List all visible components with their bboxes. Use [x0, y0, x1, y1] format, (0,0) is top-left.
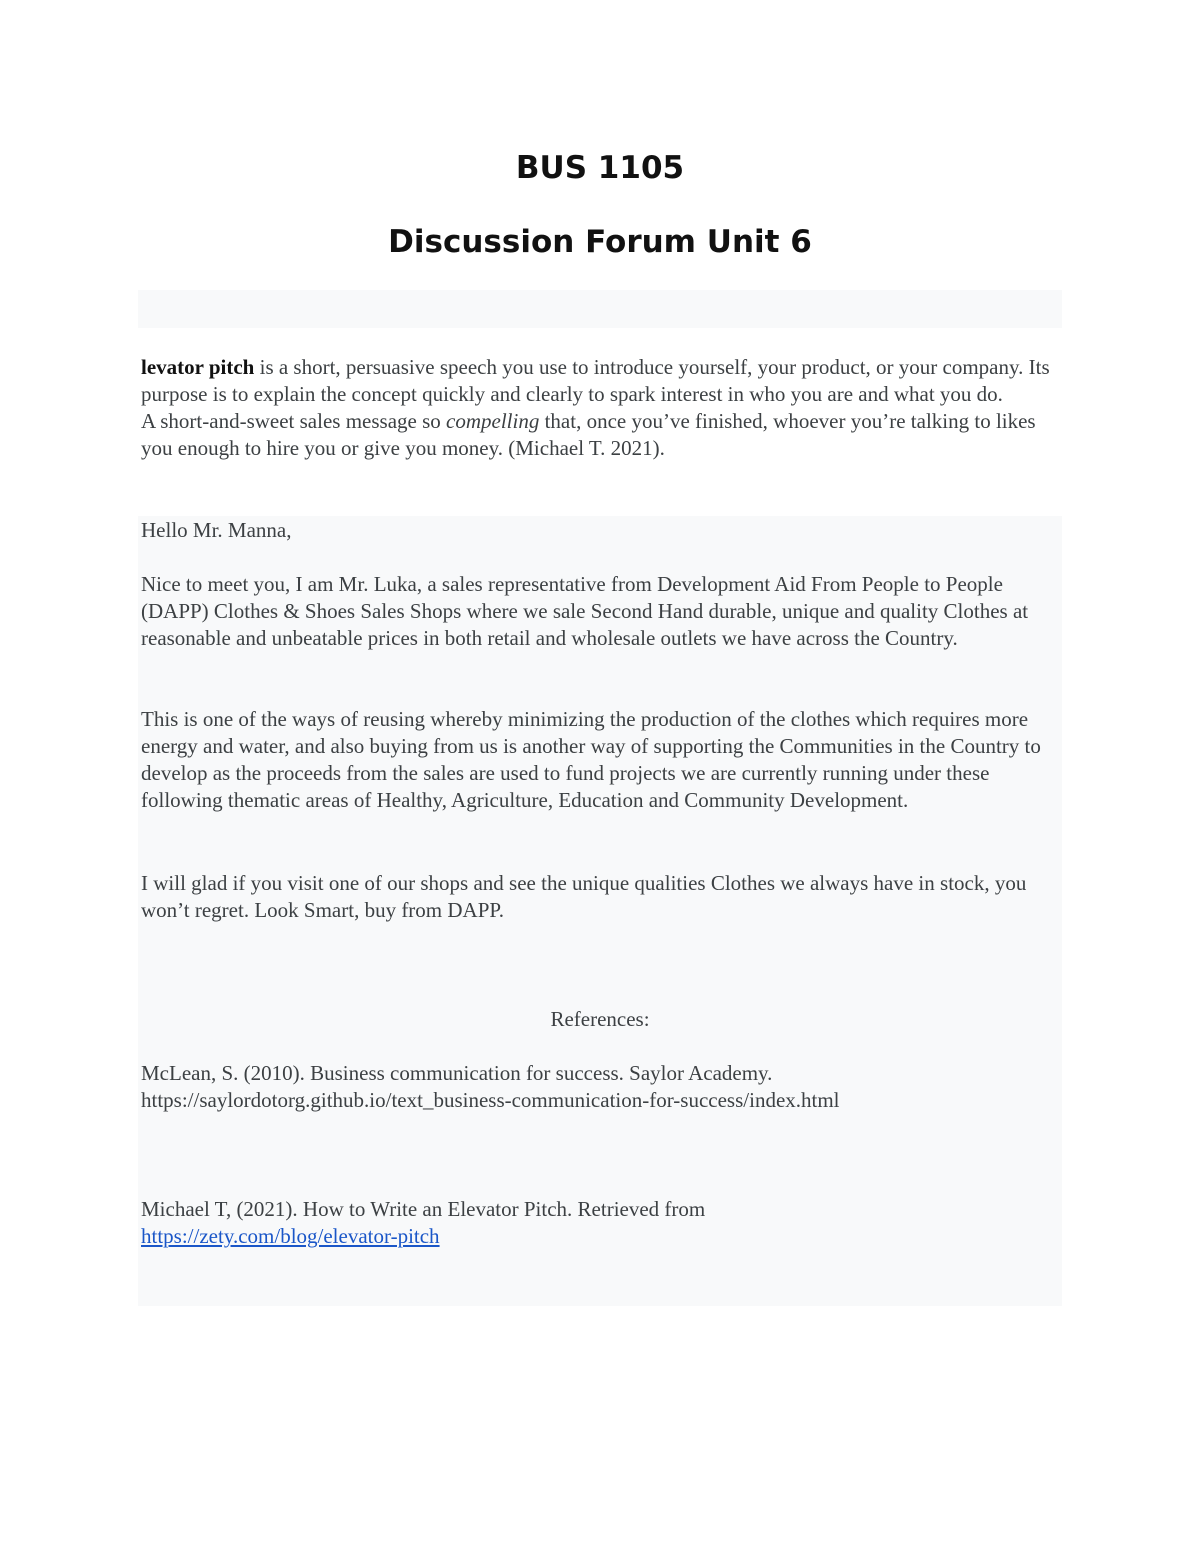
references-heading: References:	[550, 1007, 650, 1031]
reference-1-url: https://saylordotorg.github.io/text_business-communication-for-success/index.html	[141, 1088, 840, 1112]
intro-quote-emphasis: compelling	[446, 409, 540, 433]
reference-1-citation: McLean, S. (2010). Business communication for success. Saylor Academy.	[141, 1061, 773, 1085]
intro-paragraph	[141, 354, 1061, 462]
reference-2-citation: Michael T, (2021). How to Write an Elevator Pitch. Retrieved from	[141, 1197, 706, 1221]
reference-1	[141, 1060, 1061, 1114]
course-code: BUS 1105	[515, 150, 685, 186]
intro-quote-after: that, once you’ve finished, whoever you’re talking to likes you enough to hire you or give you money. (Michael T. 2021).	[141, 409, 1036, 460]
letter-greeting: Hello Mr. Manna,	[141, 518, 292, 542]
letter-paragraph-1: Nice to meet you, I am Mr. Luka, a sales representative from Development Aid From People to People (DAPP) Clothes & Shoes Sales Shops where we sale Second Hand durable, unique and quality Clothes at reasonable and unbeatable prices in both retail and wholesale outlets we have across the Country.	[141, 572, 1029, 650]
letter-paragraph-3: I will glad if you visit one of our shops and see the unique qualities Clothes we always have in stock, you won’t regret. Look Smart, buy from DAPP.	[141, 871, 1027, 922]
intro-term: levator pitch	[141, 355, 255, 379]
page-title: Discussion Forum Unit 6	[388, 224, 812, 260]
intro-definition: is a short, persuasive speech you use to introduce yourself, your product, or your company. Its purpose is to explain the concept quickly and clearly to spark interest in who you are and what you do.	[141, 355, 1050, 406]
reference-2	[141, 1196, 1061, 1250]
letter-paragraph-2: This is one of the ways of reusing whereby minimizing the production of the clothes which requires more energy and water, and also buying from us is another way of supporting the Communities in the Country to develop as the proceeds from the sales are used to fund projects we are currently running under these following thematic areas of Healthy, Agriculture, Education and Community Development.	[141, 707, 1041, 812]
intro-quote-before: A short-and-sweet sales message so	[141, 409, 447, 433]
shaded-block-top	[138, 290, 1062, 328]
reference-2-link[interactable]: https://zety.com/blog/elevator-pitch	[141, 1224, 440, 1248]
